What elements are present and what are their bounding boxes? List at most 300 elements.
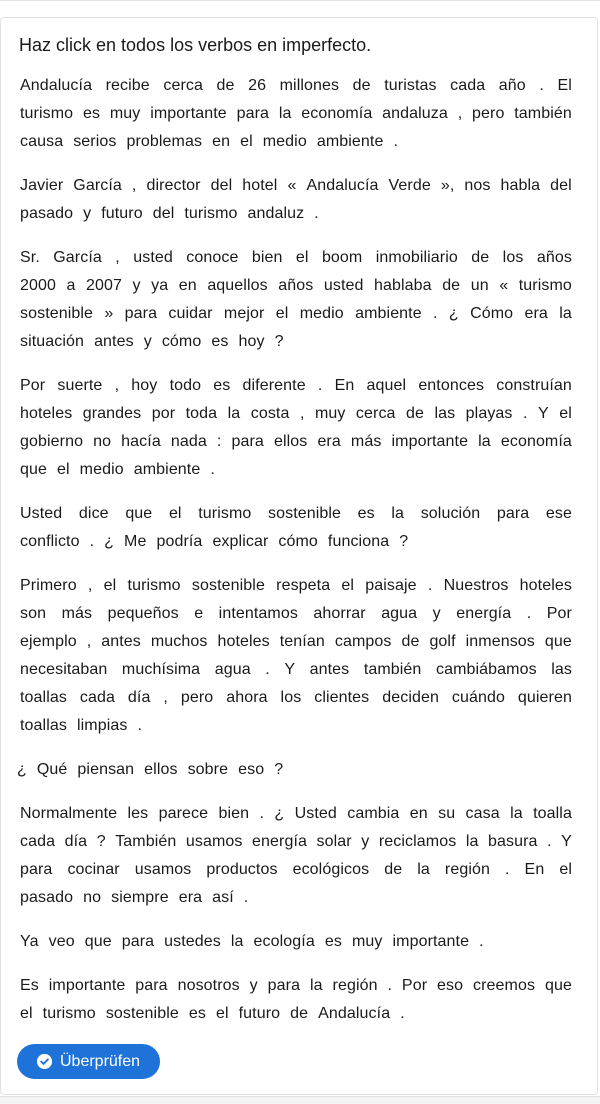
word-token[interactable]: problemas (126, 133, 203, 150)
word-token[interactable]: 2007 (86, 277, 123, 294)
word-token[interactable]: muy (109, 105, 141, 122)
word-token[interactable]: cada (79, 689, 115, 706)
word-token[interactable]: campos (334, 633, 392, 650)
word-token[interactable]: 2000 (20, 277, 56, 294)
word-token[interactable]: pero (472, 105, 505, 122)
word-token[interactable]: . (265, 661, 270, 678)
word-token[interactable]: Qué (36, 761, 68, 778)
word-token[interactable]: en (212, 133, 231, 150)
word-token[interactable]: y (132, 277, 141, 294)
word-token[interactable]: Andalucía (20, 77, 93, 94)
word-token[interactable]: por (151, 405, 176, 422)
word-token[interactable]: economía (301, 105, 373, 122)
word-token[interactable]: años (536, 249, 572, 266)
word-token[interactable]: aquel (366, 377, 407, 394)
word-token[interactable]: que (544, 633, 572, 650)
word-token[interactable]: basura (488, 833, 538, 850)
word-token[interactable]: ese (545, 505, 572, 522)
word-token[interactable]: grandes (82, 405, 142, 422)
word-token[interactable]: bien (218, 805, 250, 822)
word-token[interactable]: 26 (248, 77, 267, 94)
word-token[interactable]: turismo (42, 1005, 96, 1022)
word-token[interactable]: . (522, 405, 528, 422)
word-token[interactable]: cuándo (451, 689, 505, 706)
word-token[interactable]: la (227, 405, 241, 422)
word-token[interactable]: para (267, 977, 301, 994)
word-token[interactable]: ejemplo (20, 633, 77, 650)
word-token[interactable]: región (332, 977, 378, 994)
word-token[interactable]: usamos (134, 861, 192, 878)
word-token[interactable]: el (20, 1005, 33, 1022)
word-token[interactable]: explicar (212, 533, 269, 550)
word-token[interactable]: , (114, 377, 120, 394)
word-token[interactable]: su (438, 805, 456, 822)
word-token[interactable]: sobre (187, 761, 229, 778)
word-token[interactable]: medio (79, 461, 124, 478)
word-token[interactable]: . (504, 861, 510, 878)
word-token[interactable]: más (350, 433, 382, 450)
word-token[interactable]: el (57, 461, 70, 478)
word-token[interactable]: gobierno (20, 433, 84, 450)
word-token[interactable]: pasado (20, 889, 74, 906)
word-token[interactable]: , (299, 405, 305, 422)
word-token[interactable]: Usted (294, 805, 337, 822)
word-token[interactable]: quieren (517, 689, 572, 706)
word-token[interactable]: ecología (253, 933, 315, 950)
word-token[interactable]: la (391, 505, 405, 522)
word-token[interactable]: , (457, 105, 463, 122)
word-token[interactable]: cada (450, 77, 486, 94)
word-token[interactable]: el (559, 861, 572, 878)
word-token[interactable]: turismo (127, 577, 181, 594)
check-button[interactable] (17, 1044, 160, 1079)
word-token[interactable]: recibe (105, 77, 150, 94)
word-token[interactable]: y (432, 605, 441, 622)
word-token[interactable]: de (290, 1005, 309, 1022)
word-token[interactable]: ¿ (17, 761, 27, 778)
word-token[interactable]: y (361, 833, 370, 850)
word-token[interactable]: nosotros (177, 977, 240, 994)
word-token[interactable]: . (526, 605, 532, 622)
word-token[interactable]: sostenible (191, 577, 265, 594)
word-token[interactable]: era (524, 305, 548, 322)
word-token[interactable]: Me (124, 533, 147, 550)
word-token[interactable]: hoteles (20, 405, 73, 422)
word-token[interactable]: bien (251, 249, 283, 266)
word-token[interactable]: toallas (20, 717, 67, 734)
word-token[interactable]: las (551, 661, 572, 678)
word-token[interactable]: siempre (111, 889, 169, 906)
word-token[interactable]: pasado (20, 205, 74, 222)
word-token[interactable]: conoce (186, 249, 239, 266)
word-token[interactable]: es (188, 1005, 206, 1022)
word-token[interactable]: para (236, 105, 270, 122)
word-token[interactable]: les (127, 805, 149, 822)
word-token[interactable]: ambiente (133, 461, 201, 478)
word-token[interactable]: que (544, 977, 572, 994)
word-token[interactable]: reciclamos (378, 833, 457, 850)
word-token[interactable]: futuro (238, 1005, 281, 1022)
word-token[interactable]: ahora (226, 689, 268, 706)
word-token[interactable]: hablaba (374, 277, 432, 294)
word-token[interactable]: para (20, 861, 53, 878)
word-token[interactable]: años (278, 277, 314, 294)
word-token[interactable]: tenían (279, 633, 325, 650)
word-token[interactable]: . (317, 377, 323, 394)
word-token[interactable]: « (499, 277, 509, 294)
word-token[interactable]: ellos (144, 761, 178, 778)
word-token[interactable]: toda (185, 405, 218, 422)
word-token[interactable]: . (210, 461, 215, 478)
word-token[interactable]: turismo (198, 505, 252, 522)
word-token[interactable]: Por (20, 377, 46, 394)
word-token[interactable]: la (230, 933, 244, 950)
word-token[interactable]: no (83, 889, 102, 906)
word-token[interactable]: suerte (57, 377, 103, 394)
word-token[interactable]: productos (206, 861, 278, 878)
word-token[interactable]: Sr. (20, 249, 40, 266)
word-token[interactable]: importante (48, 977, 126, 994)
word-token[interactable]: es (82, 105, 101, 122)
word-token[interactable]: muchísima (121, 661, 201, 678)
word-token[interactable]: más (61, 605, 93, 622)
word-token[interactable]: el (215, 1005, 229, 1022)
word-token[interactable]: la (278, 105, 292, 122)
word-token[interactable]: ahorrar (313, 605, 366, 622)
word-token[interactable]: turismo (184, 205, 238, 222)
word-token[interactable]: también (363, 661, 422, 678)
word-token[interactable]: . (433, 305, 438, 322)
word-token[interactable]: ¿ (274, 805, 285, 822)
word-token[interactable]: de (471, 249, 490, 266)
word-token[interactable]: Andalucía (306, 177, 379, 194)
word-token[interactable]: la (417, 861, 430, 878)
word-token[interactable]: . (539, 77, 544, 94)
word-token[interactable]: podría (156, 533, 203, 550)
word-token[interactable]: turismo (518, 277, 572, 294)
word-token[interactable]: Y (284, 661, 296, 678)
word-token[interactable]: Por (546, 605, 572, 622)
word-token[interactable]: piensan (77, 761, 135, 778)
word-token[interactable]: importante (150, 105, 227, 122)
word-token[interactable]: ya (151, 277, 169, 294)
word-token[interactable]: parece (158, 805, 209, 822)
word-token[interactable]: importante (392, 933, 470, 950)
word-token[interactable]: toallas (20, 689, 67, 706)
word-token[interactable]: entonces (418, 377, 485, 394)
word-token[interactable]: casa (465, 805, 500, 822)
word-token[interactable]: playas (465, 405, 513, 422)
word-token[interactable]: Andalucía (318, 1005, 391, 1022)
word-token[interactable]: cerca (355, 405, 396, 422)
word-token[interactable]: Y (561, 833, 572, 850)
word-token[interactable]: todo (169, 377, 202, 394)
word-token[interactable]: y (249, 977, 258, 994)
word-token[interactable]: día (127, 689, 151, 706)
word-token[interactable]: los (280, 689, 302, 706)
word-token[interactable]: cambiábamos (435, 661, 537, 678)
word-token[interactable]: y (143, 333, 152, 350)
word-token[interactable]: respeta (276, 577, 331, 594)
word-token[interactable]: el (168, 505, 182, 522)
word-token[interactable]: que (125, 505, 153, 522)
word-token[interactable]: director (146, 177, 201, 194)
word-token[interactable]: el (295, 249, 309, 266)
word-token[interactable]: . (314, 205, 319, 222)
word-token[interactable]: y (83, 205, 92, 222)
word-token[interactable]: . (400, 1005, 405, 1022)
word-token[interactable]: boom (321, 249, 363, 266)
word-token[interactable]: región (444, 861, 490, 878)
word-token[interactable]: cuidar (168, 305, 213, 322)
word-token[interactable]: Cómo (470, 305, 514, 322)
word-token[interactable]: sostenible (20, 305, 94, 322)
word-token[interactable]: del (550, 177, 572, 194)
word-token[interactable]: para (121, 933, 155, 950)
word-token[interactable]: turistas (384, 77, 437, 94)
word-token[interactable]: el (559, 405, 572, 422)
word-token[interactable]: Y (537, 405, 549, 422)
word-token[interactable]: En (524, 861, 545, 878)
word-token[interactable]: para (231, 433, 264, 450)
word-token[interactable]: del (210, 177, 233, 194)
word-token[interactable]: hoy (131, 377, 158, 394)
word-token[interactable]: costa (250, 405, 290, 422)
word-token[interactable]: es (211, 333, 229, 350)
word-token[interactable]: ? (96, 833, 106, 850)
word-token[interactable]: turismo (20, 105, 74, 122)
word-token[interactable]: energía (252, 833, 308, 850)
word-token[interactable]: ¿ (448, 305, 459, 322)
word-token[interactable]: cada (20, 833, 56, 850)
word-token[interactable]: es (357, 505, 375, 522)
word-token[interactable]: Javier (20, 177, 64, 194)
word-token[interactable]: era (178, 889, 203, 906)
word-token[interactable]: muy (351, 933, 383, 950)
word-token[interactable]: « (287, 177, 297, 194)
word-token[interactable]: inmensos (465, 633, 535, 650)
word-token[interactable]: que (84, 933, 112, 950)
word-token[interactable]: eso (437, 977, 464, 994)
word-token[interactable]: . (479, 933, 484, 950)
word-token[interactable]: Es (20, 977, 39, 994)
word-token[interactable]: andaluza (382, 105, 448, 122)
word-token[interactable]: , (131, 177, 137, 194)
word-token[interactable]: . (259, 805, 265, 822)
word-token[interactable]: toalla (533, 805, 572, 822)
word-token[interactable]: . (137, 717, 142, 734)
word-token[interactable]: ustedes (164, 933, 221, 950)
word-token[interactable]: de (401, 633, 420, 650)
word-token[interactable]: de (384, 861, 403, 878)
word-token[interactable]: En (334, 377, 355, 394)
word-token[interactable]: los (502, 249, 524, 266)
word-token[interactable]: , (163, 689, 168, 706)
word-token[interactable]: también (514, 105, 572, 122)
word-token[interactable]: ambiente (316, 133, 384, 150)
word-token[interactable]: Por (401, 977, 428, 994)
word-token[interactable]: usted (133, 249, 173, 266)
word-token[interactable]: aquellos (207, 277, 268, 294)
word-token[interactable]: , (86, 633, 92, 650)
word-token[interactable]: de (406, 405, 424, 422)
word-token[interactable]: de (442, 277, 461, 294)
word-token[interactable]: cambia (347, 805, 400, 822)
word-token[interactable]: medio (299, 305, 344, 322)
word-token[interactable]: Verde (388, 177, 431, 194)
word-token[interactable]: la (465, 833, 479, 850)
word-token[interactable]: clientes (314, 689, 370, 706)
word-token[interactable]: del (152, 205, 175, 222)
word-token[interactable]: sostenible (105, 1005, 179, 1022)
word-token[interactable]: la (559, 305, 572, 322)
word-token[interactable]: día (64, 833, 88, 850)
word-token[interactable]: usamos (185, 833, 243, 850)
word-token[interactable]: Nuestros (443, 577, 509, 594)
word-token[interactable]: a (66, 277, 76, 294)
word-token[interactable]: en (409, 805, 428, 822)
word-token[interactable]: ? (274, 333, 284, 350)
word-token[interactable]: el (275, 305, 289, 322)
word-token[interactable]: habla (500, 177, 541, 194)
word-token[interactable]: usted (323, 277, 364, 294)
word-token[interactable]: construían (496, 377, 572, 394)
word-token[interactable]: futuro (101, 205, 143, 222)
word-token[interactable]: intentamos (218, 605, 298, 622)
word-token[interactable]: cerca (163, 77, 203, 94)
word-token[interactable]: hacía (121, 433, 161, 450)
word-token[interactable]: hotel (242, 177, 278, 194)
word-token[interactable]: así (212, 889, 234, 906)
word-token[interactable]: un (470, 277, 489, 294)
word-token[interactable]: conflicto (20, 533, 80, 550)
word-token[interactable]: También (115, 833, 177, 850)
word-token[interactable]: ? (399, 533, 409, 550)
word-token[interactable]: son (20, 605, 47, 622)
word-token[interactable]: economía (500, 433, 572, 450)
word-token[interactable]: golf (429, 633, 456, 650)
word-token[interactable]: de (352, 77, 371, 94)
word-token[interactable]: muchos (150, 633, 208, 650)
word-token[interactable]: García (73, 177, 122, 194)
word-token[interactable]: es (213, 377, 231, 394)
word-token[interactable]: Usted (20, 505, 63, 522)
word-token[interactable]: energía (456, 605, 512, 622)
word-token[interactable]: cocinar (67, 861, 120, 878)
word-token[interactable]: serios (73, 133, 117, 150)
word-token[interactable]: agua (381, 605, 418, 622)
word-token[interactable]: . (243, 889, 249, 906)
word-token[interactable]: hoteles (217, 633, 270, 650)
word-token[interactable]: es (324, 933, 342, 950)
word-token[interactable]: millones (279, 77, 340, 94)
word-token[interactable]: » (104, 305, 114, 322)
word-token[interactable]: necesitaban (20, 661, 108, 678)
word-token[interactable]: ecológicos (292, 861, 370, 878)
word-token[interactable]: ¿ (104, 533, 115, 550)
word-token[interactable]: antes (94, 333, 134, 350)
word-token[interactable]: e (194, 605, 204, 622)
word-token[interactable]: . (427, 577, 433, 594)
word-token[interactable]: . (393, 133, 398, 150)
word-token[interactable]: . (547, 833, 552, 850)
word-token[interactable]: funciona (327, 533, 390, 550)
word-token[interactable]: la (478, 433, 491, 450)
word-token[interactable]: deciden (382, 689, 439, 706)
word-token[interactable]: antes (309, 661, 350, 678)
word-token[interactable]: Ya (20, 933, 39, 950)
word-token[interactable]: , (87, 577, 93, 594)
word-token[interactable]: para (124, 305, 158, 322)
word-token[interactable]: paisaje (365, 577, 417, 594)
word-token[interactable]: era (317, 433, 341, 450)
word-token[interactable]: hoteles (519, 577, 572, 594)
word-token[interactable]: . (387, 977, 393, 994)
word-token[interactable]: año (498, 77, 526, 94)
word-token[interactable]: mejor (223, 305, 265, 322)
word-token[interactable]: sostenible (268, 505, 342, 522)
word-token[interactable]: de (216, 77, 235, 94)
word-token[interactable]: antes (101, 633, 141, 650)
word-token[interactable]: veo (48, 933, 75, 950)
word-token[interactable]: pero (180, 689, 214, 706)
word-token[interactable]: cómo (161, 333, 202, 350)
word-token[interactable]: para (135, 977, 168, 994)
word-token[interactable]: Normalmente (20, 805, 118, 822)
word-token[interactable]: nos (464, 177, 491, 194)
word-token[interactable]: diferente (242, 377, 306, 394)
word-token[interactable]: ? (274, 761, 284, 778)
word-token[interactable]: ellos (273, 433, 308, 450)
word-token[interactable]: el (341, 577, 355, 594)
word-token[interactable]: nada (170, 433, 207, 450)
word-token[interactable]: situación (20, 333, 85, 350)
word-token[interactable]: en (178, 277, 197, 294)
word-token[interactable]: eso (238, 761, 265, 778)
word-token[interactable]: para (496, 505, 530, 522)
word-token[interactable]: . (89, 533, 95, 550)
word-token[interactable]: medio (262, 133, 307, 150)
word-token[interactable]: cómo (278, 533, 318, 550)
word-token[interactable]: solución (420, 505, 481, 522)
word-token[interactable]: las (434, 405, 456, 422)
word-token[interactable]: inmobiliario (375, 249, 458, 266)
word-token[interactable]: », (440, 177, 455, 194)
word-token[interactable]: creemos (473, 977, 536, 994)
word-token[interactable]: El (557, 77, 572, 94)
word-token[interactable]: la (510, 805, 523, 822)
word-token[interactable]: hoy (238, 333, 265, 350)
word-token[interactable]: agua (214, 661, 251, 678)
word-token[interactable]: pequeños (107, 605, 179, 622)
word-token[interactable]: causa (20, 133, 64, 150)
word-token[interactable]: dice (78, 505, 109, 522)
word-token[interactable]: no (93, 433, 112, 450)
word-token[interactable]: limpias (76, 717, 128, 734)
word-token[interactable]: la (309, 977, 323, 994)
word-token[interactable]: andaluz (247, 205, 305, 222)
word-token[interactable]: , (115, 249, 120, 266)
word-token[interactable]: Primero (20, 577, 77, 594)
word-token[interactable]: importante (391, 433, 469, 450)
word-token[interactable]: ambiente (355, 305, 422, 322)
word-token[interactable]: el (103, 577, 117, 594)
word-token[interactable]: : (216, 433, 222, 450)
word-token[interactable]: muy (314, 405, 346, 422)
word-token[interactable]: García (53, 249, 102, 266)
word-token[interactable]: que (20, 461, 47, 478)
word-token[interactable]: solar (316, 833, 352, 850)
